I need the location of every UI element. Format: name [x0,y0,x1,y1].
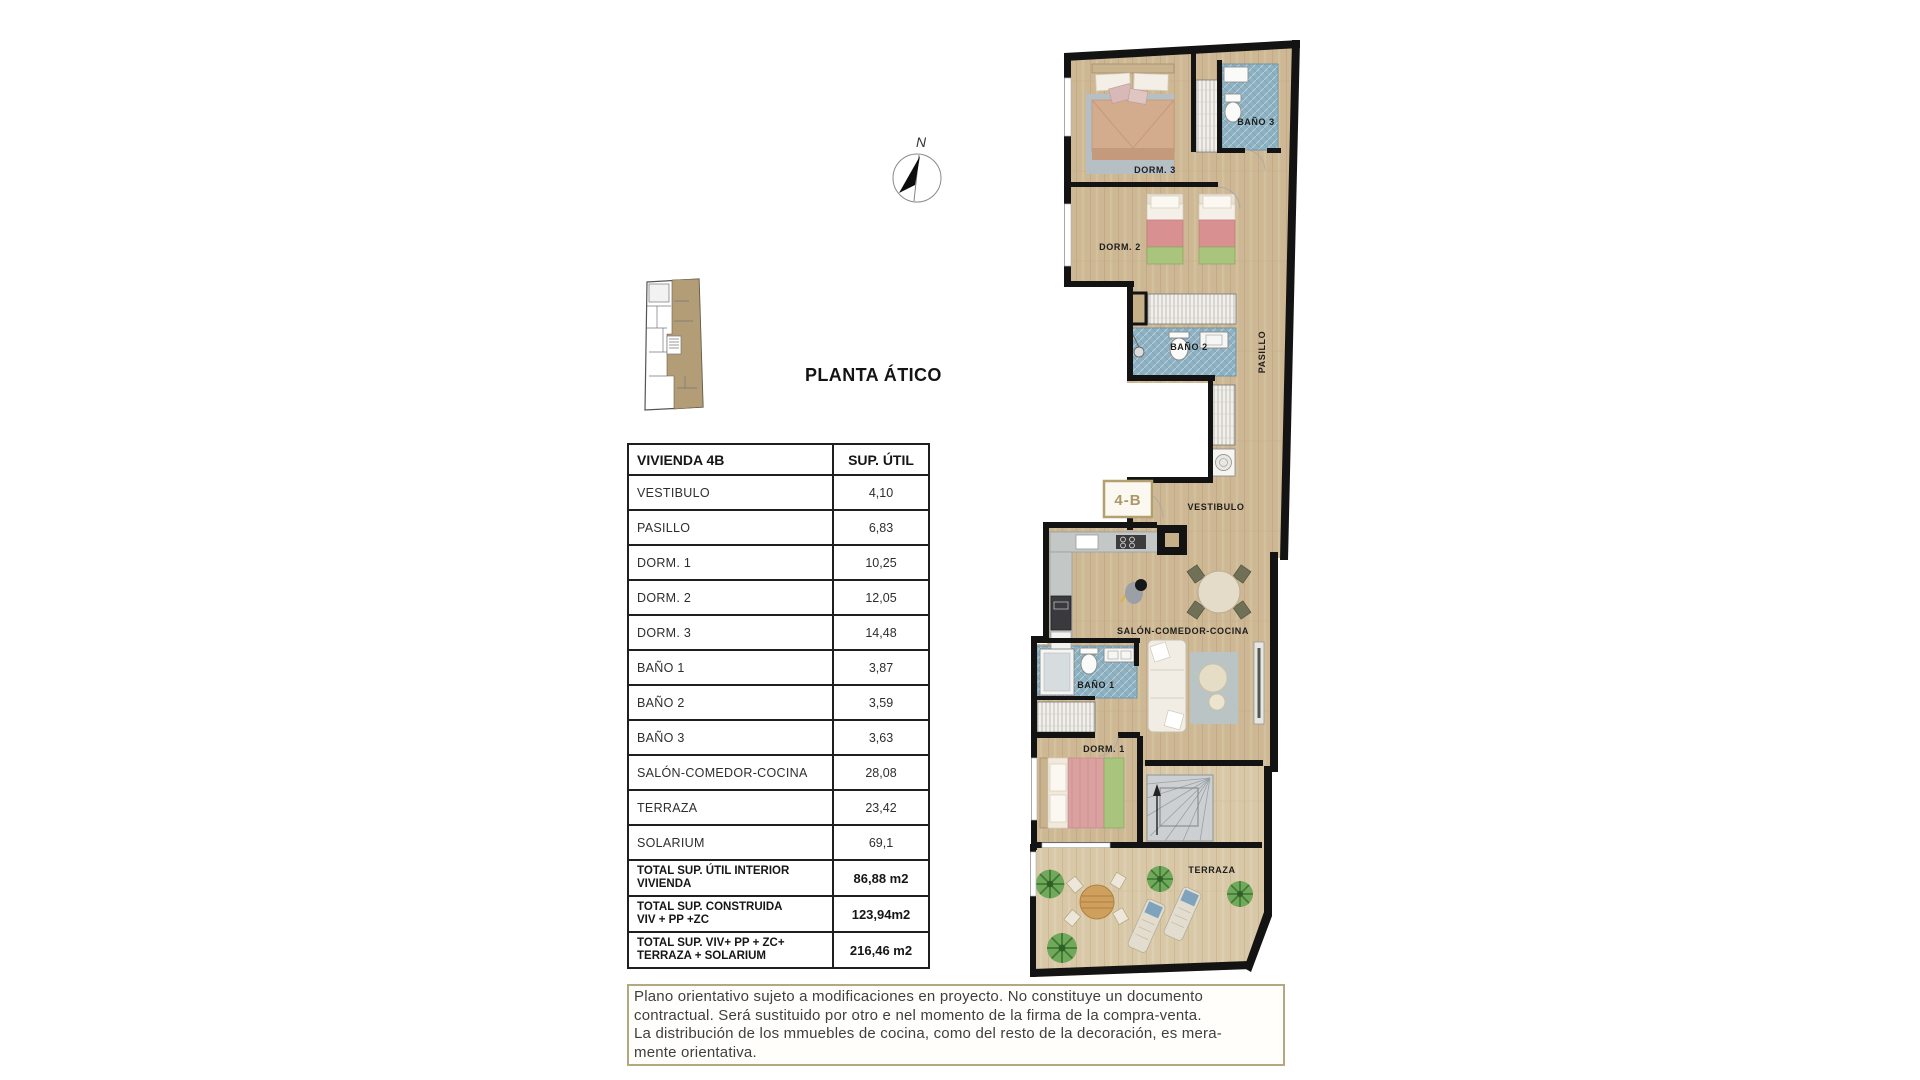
stairs-icon [1147,775,1213,841]
room-label-dorm2: DORM. 2 [1099,242,1141,252]
disclaimer-line: Plano orientativo sujeto a modificaciones en proyecto. No constituye un documento [634,988,1204,1005]
room-label-bano3: BAÑO 3 [1237,117,1275,127]
svg-text:4-B: 4-B [1114,492,1142,509]
rug-icon [1190,652,1238,724]
table-row: TERRAZA 23,42 [629,789,928,824]
bed-icon-dorm2-a [1147,194,1183,264]
room-label-dorm1: DORM. 1 [1083,744,1125,754]
bed-icon-dorm2-b [1199,194,1235,264]
disclaimer-line: mente orientativa. [634,1043,757,1061]
compass [889,127,947,211]
table-row: DORM. 3 14,48 [629,614,928,649]
room-label-salon: SALÓN-COMEDOR-COCINA [1117,626,1249,636]
table-row: BAÑO 1 3,87 [629,649,928,684]
room-label-pasillo: PASILLO [1257,330,1267,374]
tv-unit-icon [1254,642,1264,724]
unit-badge [1104,481,1152,517]
toilet-icon [1081,654,1097,674]
sink-icon [1076,535,1098,549]
washer-icon [1212,449,1235,476]
pouf-icon [1199,664,1227,692]
page-title: PLANTA ÁTICO [805,365,942,385]
total-row: TOTAL SUP. VIV+ PP + ZC+ TERRAZA + SOLARIUM 216,46 m2 [629,931,928,967]
bed-icon-dorm1 [1040,758,1124,828]
room-label-bano2: BAÑO 2 [1170,342,1208,352]
table-row: PASILLO 6,83 [629,509,928,544]
disclaimer-line: contractual. Será sustituido por otro e nel momento de la firma de la compra-venta. [634,1006,1202,1024]
key-plan [637,276,713,414]
table-header-row [629,445,928,474]
compass-icon [893,154,941,202]
room-label-dorm3: DORM. 3 [1134,165,1176,175]
area-table [627,443,930,969]
sofa-icon [1148,640,1186,732]
column [1157,525,1187,555]
table-row: BAÑO 3 3,63 [629,719,928,754]
table-row: BAÑO 2 3,59 [629,684,928,719]
oven-icon [1051,596,1071,630]
disclaimer-line: La distribución de los mmuebles de cocina, como del resto de la decoración, es mera- [634,1025,1222,1042]
room-label-bano1: BAÑO 1 [1077,680,1115,690]
table-header-name: VIVIENDA 4B [637,451,725,468]
table-header-area: SUP. ÚTIL [832,445,928,474]
table-row: SOLARIUM 69,1 [629,824,928,859]
table-row: SALÓN-COMEDOR-COCINA 28,08 [629,754,928,789]
table-row: DORM. 2 12,05 [629,579,928,614]
total-row: TOTAL SUP. ÚTIL INTERIOR VIVIENDA 86,88 m2 [629,859,928,895]
disclaimer-box [627,984,1285,1066]
table-row: DORM. 1 10,25 [629,544,928,579]
bed-icon-dorm3 [1086,64,1174,174]
room-label-terraza: TERRAZA [1188,865,1236,875]
north-label: N [915,134,927,150]
total-row: TOTAL SUP. CONSTRUIDA VIV + PP +ZC 123,94m2 [629,895,928,931]
floor-plan [1020,36,1305,981]
table-row: VESTIBULO 4,10 [629,474,928,509]
room-label-vestibulo: VESTIBULO [1187,502,1245,512]
